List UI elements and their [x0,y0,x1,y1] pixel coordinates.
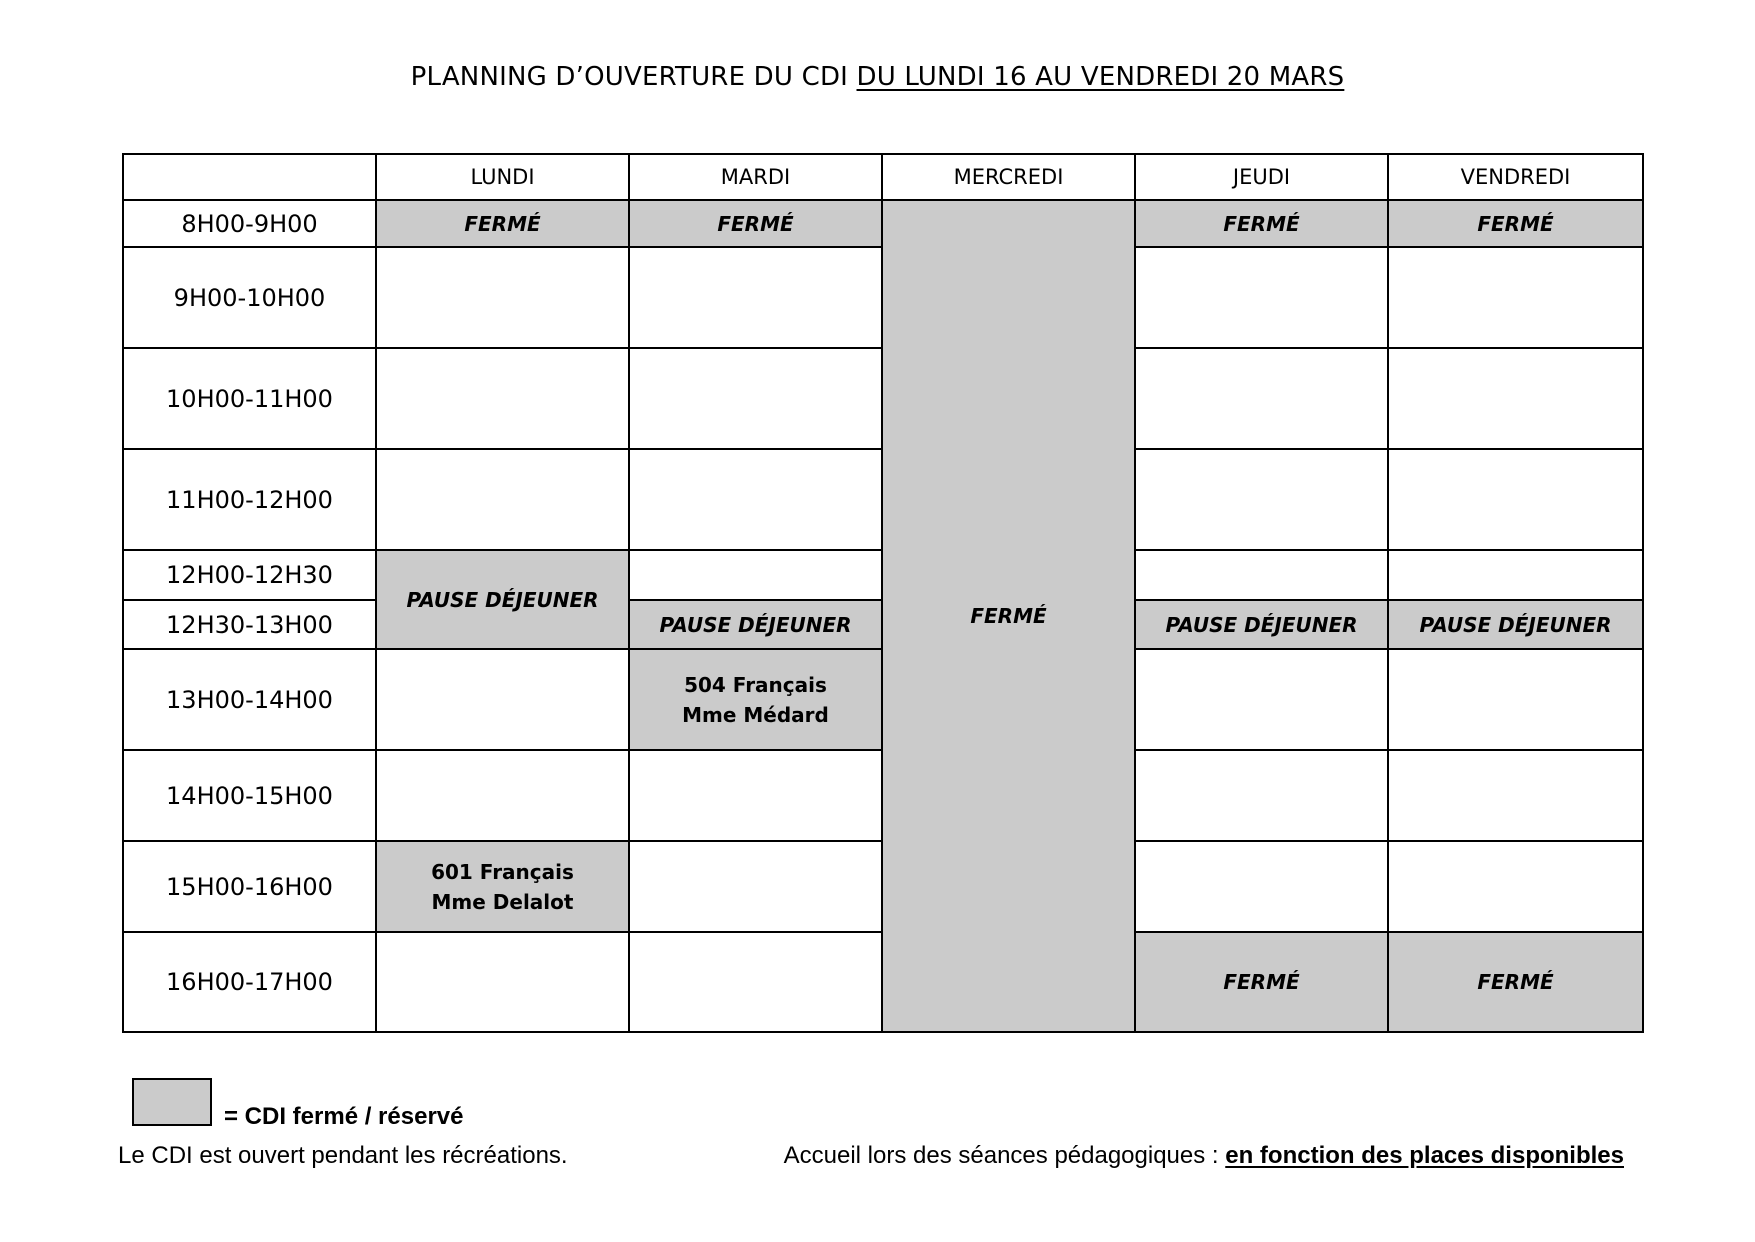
session-teacher: Mme Médard [682,702,829,727]
open-cell [1135,649,1388,750]
time-label: 15H00-16H00 [123,841,376,932]
open-cell [376,750,629,841]
open-cell [1135,550,1388,600]
lunch-cell-vendredi: PAUSE DÉJEUNER [1388,600,1643,649]
time-label: 14H00-15H00 [123,750,376,841]
session-class: 601 Français [431,859,574,884]
time-label: 12H00-12H30 [123,550,376,600]
open-cell [376,932,629,1032]
open-cell [1388,841,1643,932]
open-cell [629,841,882,932]
time-label: 8H00-9H00 [123,200,376,247]
open-cell [1135,348,1388,449]
open-cell [1388,449,1643,550]
open-cell [629,449,882,550]
closed-cell: FERMÉ [629,200,882,247]
open-cell [629,932,882,1032]
reserved-session-cell [376,841,629,932]
open-cell [376,247,629,348]
open-cell [1135,449,1388,550]
lunch-cell-jeudi: PAUSE DÉJEUNER [1135,600,1388,649]
schedule-table [122,153,1644,1033]
title-dates: DU LUNDI 16 AU VENDREDI 20 MARS [856,62,1345,92]
open-cell [629,348,882,449]
day-header-mercredi: MERCREDI [882,154,1135,200]
time-label: 11H00-12H00 [123,449,376,550]
time-label: 16H00-17H00 [123,932,376,1032]
page-title [0,62,1755,92]
closed-cell: FERMÉ [1388,200,1643,247]
open-cell [1388,550,1643,600]
session-teacher: Mme Delalot [431,889,574,914]
lunch-cell-lundi: PAUSE DÉJEUNER [376,550,629,649]
closed-cell: FERMÉ [1388,932,1643,1032]
open-cell [1388,348,1643,449]
title-prefix: PLANNING D’OUVERTURE DU CDI [410,62,849,92]
reception-note-prefix: Accueil lors des séances pédagogiques : [783,1142,1226,1169]
time-label: 9H00-10H00 [123,247,376,348]
session-class: 504 Français [684,672,827,697]
open-cell [376,649,629,750]
closed-cell: FERMÉ [376,200,629,247]
open-cell [1388,649,1643,750]
open-cell [1388,750,1643,841]
table-row [123,200,1643,247]
day-header-jeudi: JEUDI [1135,154,1388,200]
open-cell [1135,247,1388,348]
closed-cell: FERMÉ [1135,932,1388,1032]
open-cell [1135,841,1388,932]
time-label: 12H30-13H00 [123,600,376,649]
day-header-vendredi: VENDREDI [1388,154,1643,200]
legend-swatch [132,1078,212,1126]
open-cell [1135,750,1388,841]
day-header-lundi: LUNDI [376,154,629,200]
time-label: 13H00-14H00 [123,649,376,750]
open-cell [376,348,629,449]
open-cell [629,247,882,348]
open-cell [629,750,882,841]
closed-cell: FERMÉ [1135,200,1388,247]
header-row [123,154,1643,200]
reception-note [784,1142,1624,1170]
open-cell [1388,247,1643,348]
open-cell [629,550,882,600]
reserved-session-cell [629,649,882,750]
open-cell [376,449,629,550]
day-header-mardi: MARDI [629,154,882,200]
lunch-cell-mardi: PAUSE DÉJEUNER [629,600,882,649]
reception-note-emphasis: en fonction des places disponibles [1225,1142,1624,1169]
mercredi-closed-cell: FERMÉ [882,200,1135,1032]
corner-cell [123,154,376,200]
time-label: 10H00-11H00 [123,348,376,449]
legend-text: = CDI fermé / réservé [224,1103,464,1130]
recess-note: Le CDI est ouvert pendant les récréations. [118,1142,568,1169]
